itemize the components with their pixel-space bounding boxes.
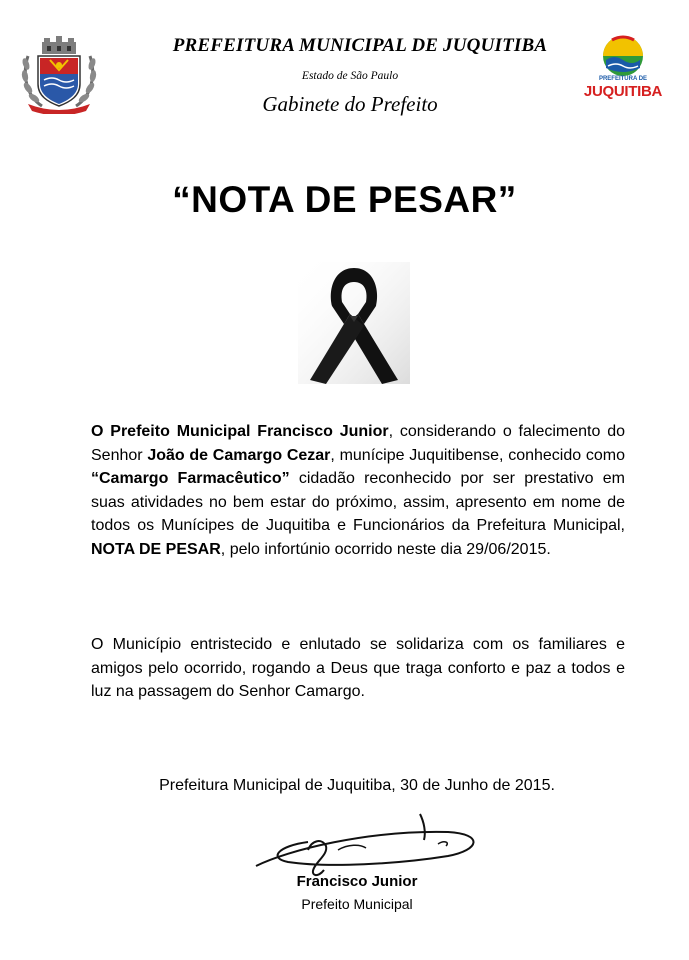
signature-icon xyxy=(248,810,480,880)
signer-role: Prefeito Municipal xyxy=(301,896,413,912)
logo-name: JUQUITIBA xyxy=(583,83,663,100)
org-state: Estado de São Paulo xyxy=(301,70,399,82)
mayor-name: O Prefeito Municipal Francisco Junior xyxy=(91,423,389,440)
signer-name: Francisco Junior xyxy=(296,873,418,890)
place-date: Prefeitura Municipal de Juquitiba, 30 de Junho de 2015. xyxy=(159,777,555,794)
body-paragraph-2: O Município entristecido e enlutado se solidariza com os familiares e amigos pelo ocorrido, rogando a Deus que traga conforto e paz a todos e luz na passagem do Senhor Camargo. xyxy=(91,636,625,701)
body-text: , considerando o falecimento do Senhor xyxy=(91,423,625,464)
deceased-name: João de Camargo Cezar xyxy=(147,446,331,464)
body-text: , munícipe Juquitibense, conhecido como xyxy=(330,446,625,464)
body-text: cidadão reconhecido por ser prestativo em suas atividades no bem estar do próximo, assim, apresento em nome de todos os Munícipes de Juquitiba e Funcionários da Prefeitura Municipal, xyxy=(91,470,625,535)
headline: “NOTA DE PESAR” xyxy=(172,179,517,220)
notice-title-inline: NOTA DE PESAR xyxy=(91,540,221,558)
org-title: PREFEITURA MUNICIPAL DE JUQUITIBA xyxy=(172,35,548,56)
body-paragraph-1 xyxy=(91,420,625,562)
logo-caption: PREFEITURA DE xyxy=(598,76,648,82)
coat-of-arms-icon xyxy=(20,34,98,114)
body-text: , pelo infortúnio ocorrido neste dia 29/06/2015. xyxy=(220,540,551,558)
deceased-nickname: “Camargo Farmacêutico” xyxy=(91,470,290,488)
juquitiba-logo xyxy=(578,32,668,110)
org-office: Gabinete do Prefeito xyxy=(262,92,438,116)
mourning-ribbon-icon xyxy=(298,262,410,384)
